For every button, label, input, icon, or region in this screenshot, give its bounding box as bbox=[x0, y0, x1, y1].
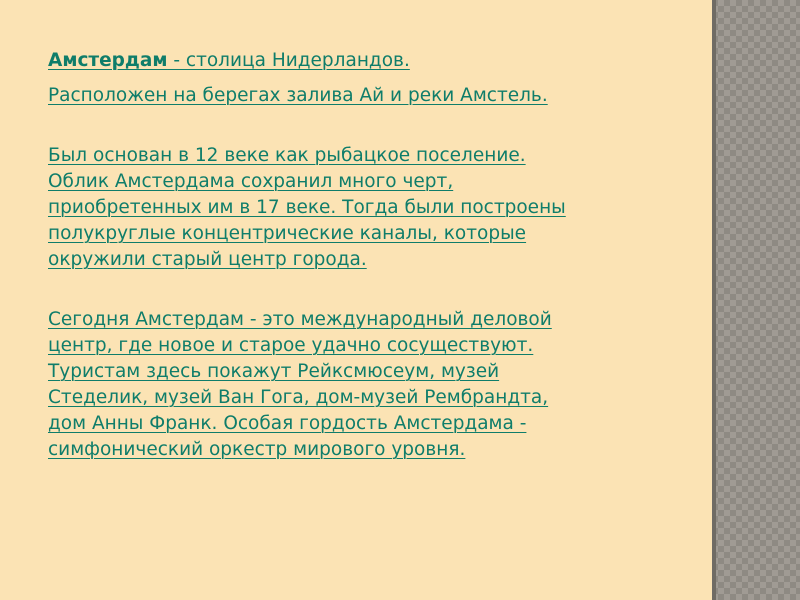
decorative-side-strip bbox=[712, 0, 800, 600]
link-capital[interactable] bbox=[48, 50, 410, 71]
link-location[interactable]: Расположен на берегах залива Ай и реки Амстель. bbox=[48, 85, 548, 106]
link-history-line-2[interactable]: Облик Амстердама сохранил много черт, bbox=[48, 171, 454, 192]
amsterdam-label: Амстердам bbox=[48, 50, 168, 71]
paragraph-capital bbox=[48, 48, 678, 74]
link-history-line-4[interactable]: полукруглые концентрические каналы, которые bbox=[48, 223, 527, 244]
paragraph-today bbox=[48, 307, 678, 463]
text-body bbox=[48, 48, 678, 463]
link-history-line-5[interactable]: окружили старый центр города. bbox=[48, 249, 367, 270]
link-today-line-4[interactable]: Стеделик, музей Ван Гога, дом-музей Рембрандта, bbox=[48, 387, 549, 408]
link-history-line-3[interactable]: приобретенных им в 17 веке. Тогда были построены bbox=[48, 197, 566, 218]
paragraph-location bbox=[48, 83, 678, 109]
paragraph-history bbox=[48, 143, 678, 273]
link-today-line-2[interactable]: центр, где новое и старое удачно сосуществуют. bbox=[48, 335, 534, 356]
link-history-line-1[interactable]: Был основан в 12 веке как рыбацкое поселение. bbox=[48, 145, 526, 166]
link-today-line-5[interactable]: дом Анны Франк. Особая гордость Амстердама - bbox=[48, 413, 527, 434]
link-today-line-1[interactable]: Сегодня Амстердам - это международный деловой bbox=[48, 309, 552, 330]
link-today-line-6[interactable]: симфонический оркестр мирового уровня. bbox=[48, 439, 466, 460]
capital-text: - столица Нидерландов. bbox=[167, 50, 410, 71]
link-today-line-3[interactable]: Туристам здесь покажут Рейксмюсеум, музей bbox=[48, 361, 500, 382]
